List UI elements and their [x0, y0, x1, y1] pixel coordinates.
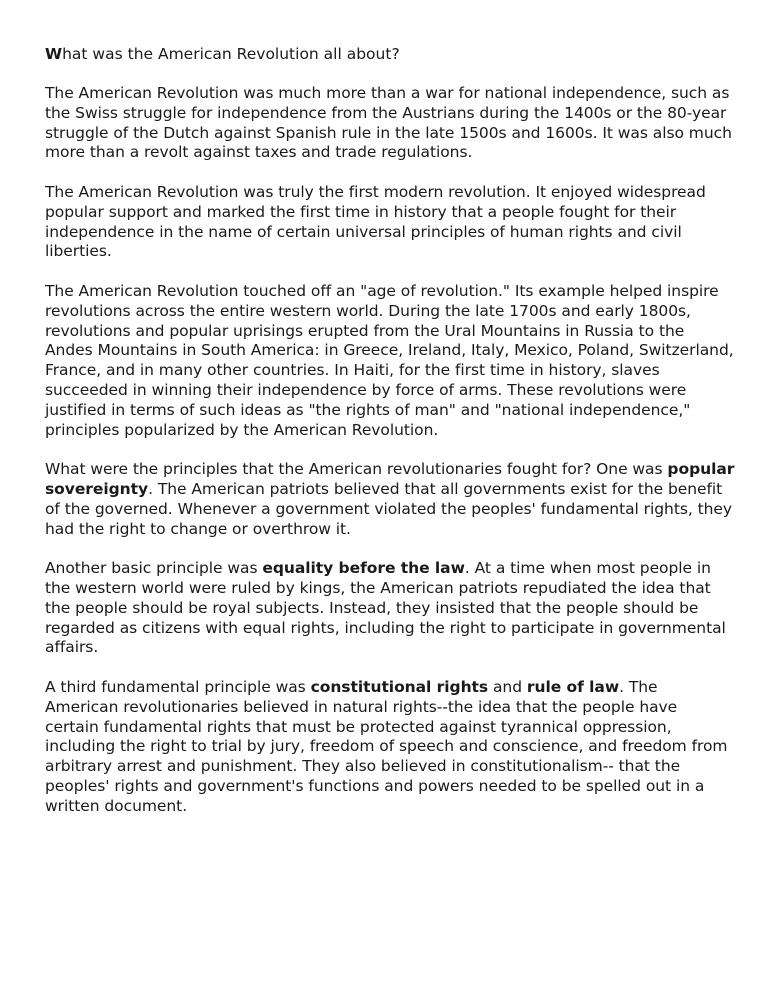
paragraph-text: . At a time when most people in the western world were ruled by kings, the American patriots repudiated the idea that the people should be royal subjects. Instead, they insisted that the people should be regarded as citizens with equal rights, including the right to participate in governmental affairs.	[45, 559, 726, 657]
paragraph-6	[45, 678, 735, 817]
document-title	[45, 44, 735, 64]
paragraph-text: Another basic principle was	[45, 559, 263, 578]
title-first-letter: W	[45, 45, 63, 63]
paragraph-text: and	[488, 677, 527, 696]
paragraph-text: . The American patriots believed that all governments exist for the benefit of the governed. Whenever a government violated the peoples' fundamental rights, they had the right to change or overthrow it.	[45, 479, 733, 538]
paragraph-text: A third fundamental principle was	[45, 677, 311, 696]
bold-term-popular-sovereignty: popular sovereignty	[45, 460, 735, 498]
paragraph-text: What were the principles that the American revolutionaries fought for? One was	[45, 460, 668, 479]
paragraph-4	[45, 460, 735, 539]
paragraph-text: The American Revolution touched off an "age of revolution." Its example helped inspire revolutions across the entire western world. During the late 1700s and early 1800s, revolutions and popular uprisings erupted from the Ural Mountains in Russia to the Andes Mountains in South America: in Greece, Ireland, Italy, Mexico, Poland, Switzerland, France, and in many other countries. In Haiti, for the first time in history, slaves succeeded in winning their independence by force of arms. These revolutions were justified in terms of such ideas as "the rights of man" and "national independence," principles popularized by the American Revolution.	[45, 281, 734, 439]
bold-term-equality-before-law: equality before the law	[262, 559, 465, 578]
document-page	[45, 44, 735, 836]
bold-term-constitutional-rights: constitutional rights	[310, 677, 489, 696]
paragraph-text: The American Revolution was truly the first modern revolution. It enjoyed widespread popular support and marked the first time in history that a people fought for their independence in the name of certain universal principles of human rights and civil liberties.	[45, 182, 706, 261]
title-rest: hat was the American Revolution all about?	[62, 45, 400, 63]
paragraph-1	[45, 84, 735, 163]
paragraph-text: The American Revolution was much more than a war for national independence, such as the Swiss struggle for independence from the Austrians during the 1400s or the 80-year struggle of the Dutch against Spanish rule in the late 1500s and 1600s. It was also much more than a revolt against taxes and trade regulations.	[45, 84, 732, 162]
bold-term-rule-of-law: rule of law	[526, 677, 620, 696]
paragraph-3	[45, 282, 735, 440]
paragraph-text: . The American revolutionaries believed in natural rights--the idea that the people have certain fundamental rights that must be protected against tyrannical oppression, including the right to trial by jury, freedom of speech and conscience, and freedom from arbitrary arrest and punishment. They also believed in constitutionalism-- that the peoples' rights and government's functions and powers needed to be spelled out in a written document.	[45, 677, 728, 815]
paragraph-5	[45, 559, 735, 658]
paragraph-2	[45, 183, 735, 262]
